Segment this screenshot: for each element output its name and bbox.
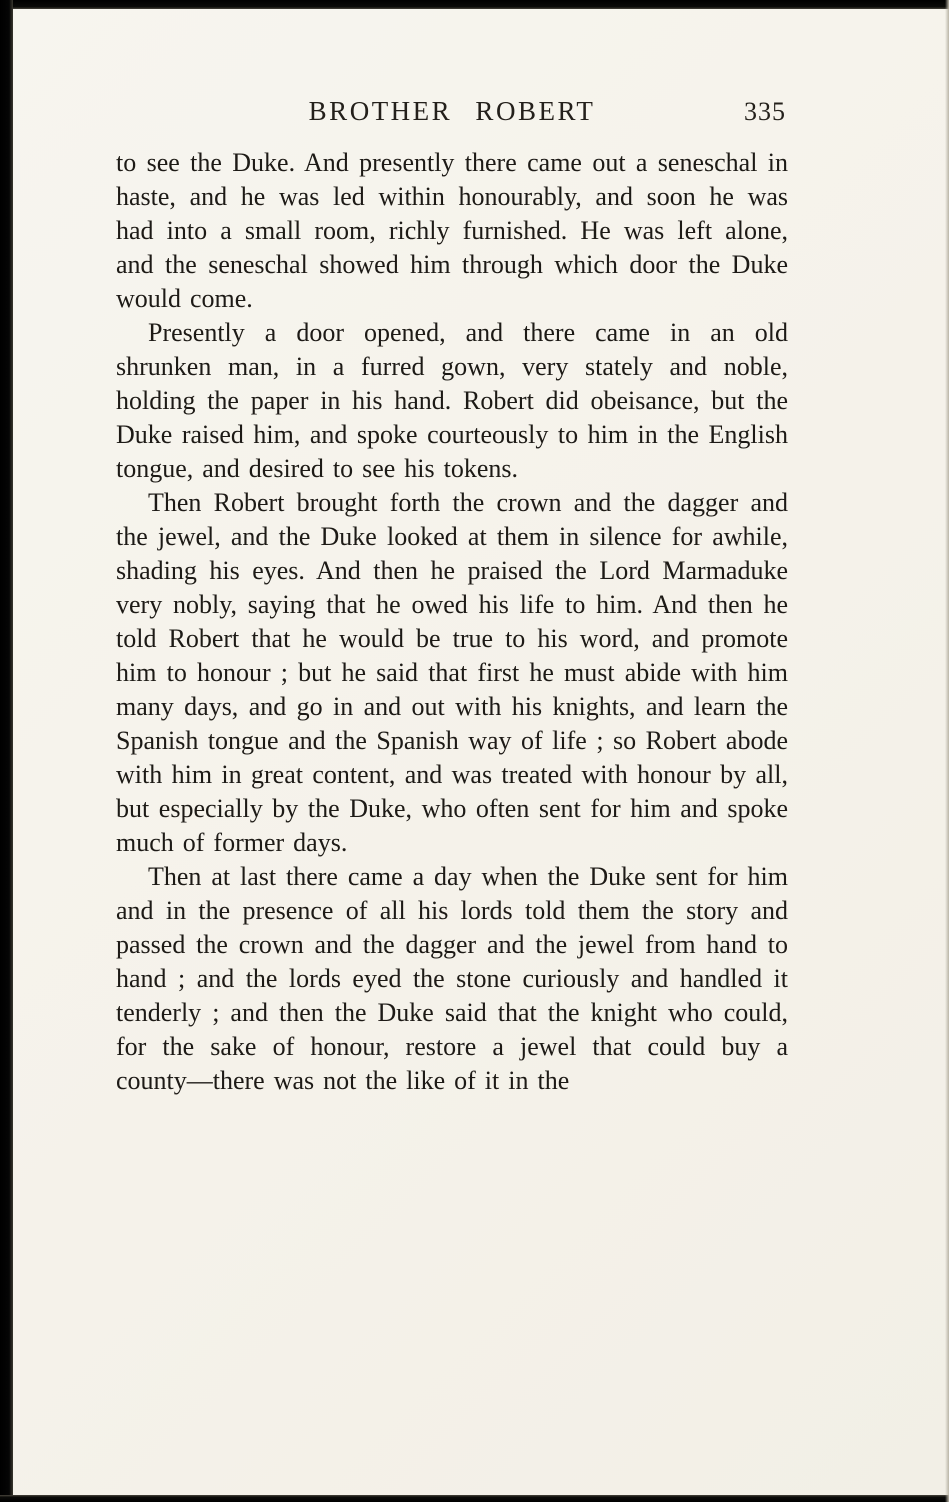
paragraph: to see the Duke. And presently there came out a seneschal in haste, and he was led within honourably, and soon he was had into a small room, richly furnished. He was left alone, and the seneschal showed him through which door the Duke would come. [116, 148, 788, 313]
paragraph: Presently a door opened, and there came in an old shrunken man, in a furred gown, very stately and noble, holding the paper in his hand. Robert did obeisance, but the Duke raised him, and spoke courteously to him in the English tongue, and desired to see his tokens. [116, 318, 788, 483]
body-text [116, 146, 788, 1098]
page-header [116, 96, 788, 130]
running-title: BROTHER ROBERT [308, 96, 596, 126]
scan-edge-right [945, 0, 949, 1502]
scan-edge-top [0, 0, 949, 9]
paragraph: Then at last there came a day when the Duke sent for him and in the presence of all his lords told them the story and passed the crown and the dagger and the jewel from hand to hand ; and the lords eyed the stone curiously and handled it tenderly ; and then the Duke said that the knight who could, for the sake of honour, restore a jewel that could buy a county—there was not the like of it in the [116, 862, 788, 1095]
scan-edge-bottom [0, 1495, 949, 1502]
page-content [116, 96, 788, 1098]
page-number: 335 [744, 97, 786, 126]
scan-edge-left [0, 0, 13, 1502]
paragraph: Then Robert brought forth the crown and the dagger and the jewel, and the Duke looked at them in silence for awhile, shading his eyes. And then he praised the Lord Marmaduke very nobly, saying that he owed his life to him. And then he told Robert that he would be true to his word, and promote him to honour ; but he said that first he must abide with him many days, and go in and out with his knights, and learn the Spanish tongue and the Spanish way of life ; so Robert abode with him in great content, and was treated with honour by all, but especially by the Duke, who often sent for him and spoke much of former days. [116, 488, 788, 857]
